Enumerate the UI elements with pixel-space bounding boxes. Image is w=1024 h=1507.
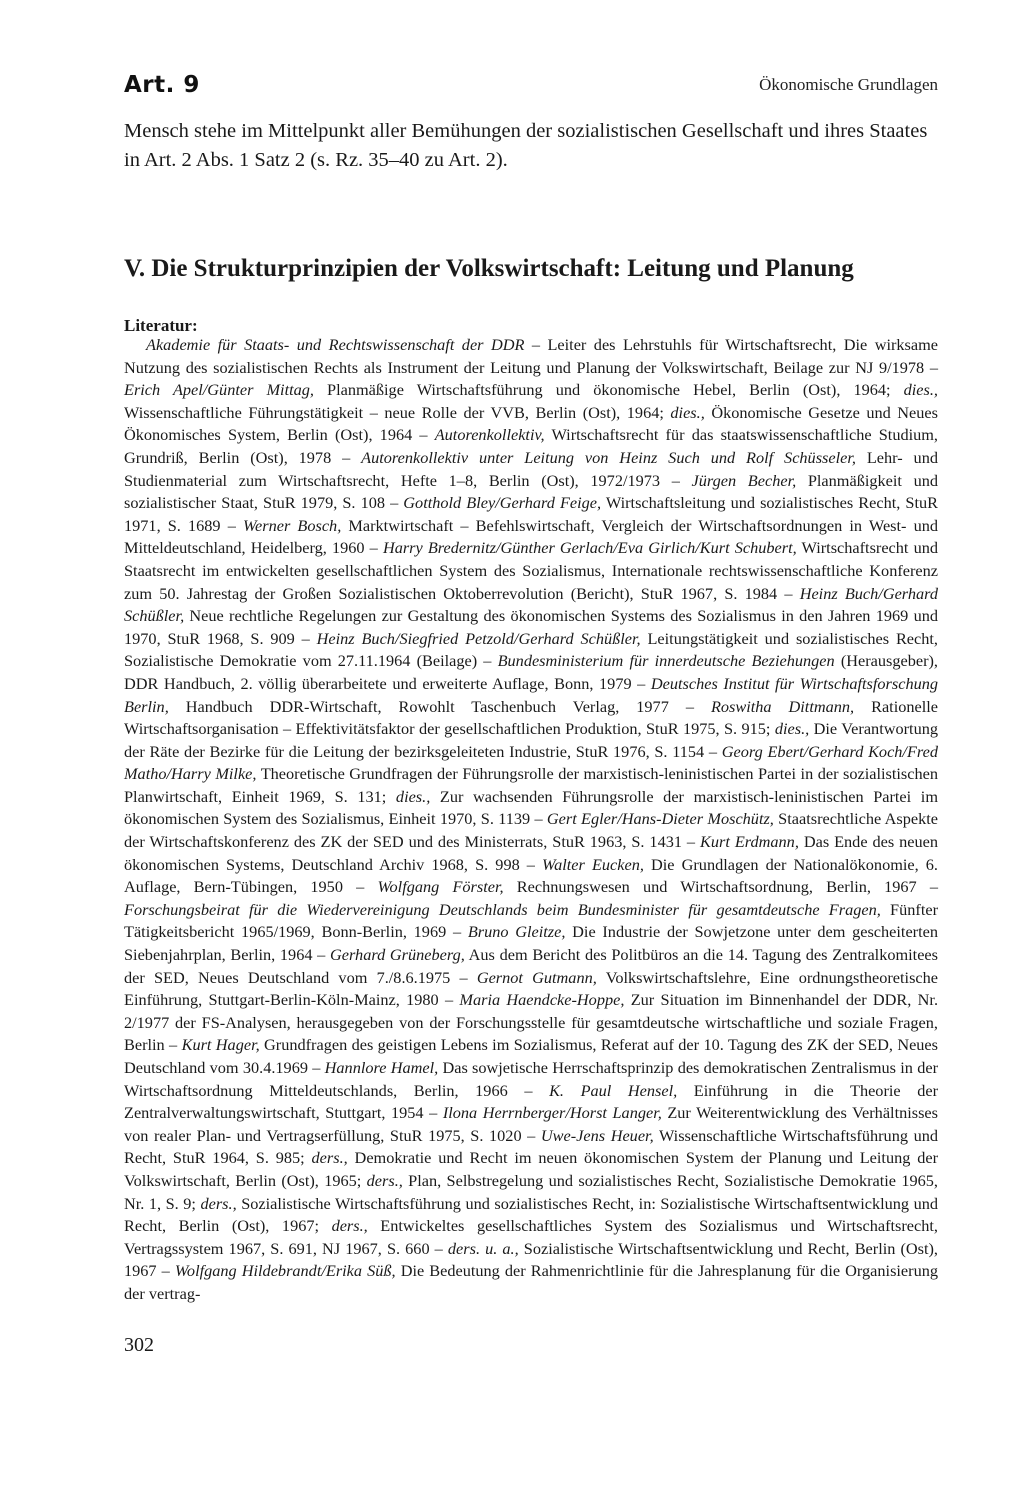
- literature-author: Deutsches Institut für Wirtschaftsforschung Berlin,: [124, 673, 939, 716]
- literature-entry-text: Plan, Selbstregelung und sozialistisches Recht, Sozialistische Demokratie 1965, Nr. 1, S. 9;: [124, 1170, 938, 1213]
- literature-entry-text: Das Ende des neuen ökonomischen Systems, Deutschland Archiv 1968, S. 998 –: [124, 832, 939, 874]
- literature-author: Forschungsbeirat für die Wiedervereinigung Deutschlands beim Bundesminister für gesamtdeutsche Fragen,: [124, 899, 881, 919]
- literature-author: ders. u. a.,: [447, 1238, 519, 1258]
- literature-entry-text: Die Bedeutung der Rahmenrichtlinie für die Jahresplanung für die Organisierung der vertrag-: [124, 1261, 938, 1303]
- literature-author: Gerhard Grüneberg,: [330, 945, 465, 965]
- literature-author: Georg Ebert/Gerhard Koch/Fred Matho/Harry Milke,: [124, 741, 939, 784]
- literature-author: Maria Haendcke-Hoppe,: [459, 990, 625, 1010]
- literature-author: Walter Eucken,: [542, 854, 644, 874]
- literature-author: Ilona Herrnberger/Horst Langer,: [442, 1103, 662, 1123]
- literature-entry-text: Neue rechtliche Regelungen zur Gestaltung des ökonomischen Systems des Sozialismus in den Jahren 1969 und 1970, StuR 1968, S. 909 –: [124, 606, 938, 648]
- literature-entry-text: Rechnungswesen und Wirtschaftsordnung, Berlin, 1967 –: [503, 877, 939, 897]
- literature-entry-text: Wissenschaftliche Wirtschaftsführung und Recht, StuR 1964, S. 985;: [124, 1125, 938, 1168]
- intro-paragraph: Mensch stehe im Mittelpunkt aller Bemühungen der sozialistischen Gesellschaft und ihres Staates in Art. 2 Abs. 1 Satz 2 (s. Rz. 35–40 zu Art. 2).: [124, 120, 928, 171]
- literature-entry-text: Einführung in die Theorie der Zentralverwaltungswirtschaft, Stuttgart, 1954 –: [124, 1080, 939, 1123]
- literature-entry-text: Sozialistische Wirtschaftsführung und sozialistisches Recht, in: Sozialistische Wirtschaftsentwicklung und Recht, Berlin (Ost), 1967;: [124, 1193, 938, 1236]
- literature-paragraph: [124, 334, 938, 1306]
- literature-entry-text: Entwickeltes gesellschaftliches System des Sozialismus und Wirtschaftsrecht, Vertragssystem 1967, S. 691, NJ 1967, S. 660 –: [124, 1216, 938, 1258]
- literature-entry-text: Volkswirtschaftslehre, Eine ordnungstheoretische Einführung, Stuttgart-Berlin-Köln-Mainz, 1980 –: [124, 967, 939, 1010]
- literature-entry-text: Zur Weiterentwicklung des Verhältnisses von realer Plan- und Vertragserfüllung, StuR 1975, S. 1020 –: [124, 1103, 938, 1145]
- literature-entry-text: Sozialistische Wirtschaftsentwicklung und Recht, Berlin (Ost), 1967 –: [124, 1238, 939, 1281]
- literature-entry-text: Wissenschaftliche Führungstätigkeit – neue Rolle der VVB, Berlin (Ost), 1964;: [124, 402, 671, 422]
- literature-author: dies.,: [395, 786, 431, 806]
- literature-author: Bundesministerium für innerdeutsche Beziehungen: [497, 651, 835, 671]
- literature-author: Kurt Hager,: [181, 1035, 260, 1055]
- literature-author: Gert Egler/Hans-Dieter Moschütz,: [546, 809, 774, 829]
- literature-list: [124, 334, 938, 1306]
- literature-entry-text: Planmäßigkeit und sozialistischer Staat, StuR 1979, S. 108 –: [124, 470, 939, 513]
- literature-author: Kurt Erdmann,: [700, 832, 799, 852]
- literature-entry-text: Leitungstätigkeit und sozialistisches Recht, Sozialistische Demokratie vom 27.11.1964 (Beilage) –: [124, 628, 938, 671]
- literature-entry-text: Zur Situation im Binnenhandel der DDR, Nr. 2/1977 der FS-Analysen, herausgegeben von der Forschungsstelle für gesamtdeutsche wirtschaftliche und soziale Fragen, Berlin –: [124, 990, 939, 1055]
- article-number: Art. 9: [124, 72, 200, 98]
- literature-entry-text: Das sowjetische Herrschaftsprinzip des demokratischen Zentralismus in der Wirtschaftsordnung Mitteldeutschlands, Berlin, 1966 –: [124, 1058, 938, 1100]
- literature-author: Autorenkollektiv unter Leitung von Heinz Such und Rolf Schüsseler,: [361, 447, 856, 467]
- literature-author: Autorenkollektiv,: [434, 425, 545, 445]
- section-title: V. Die Strukturprinzipien der Volkswirtschaft: Leitung und Planung: [124, 255, 854, 282]
- literature-author: Erich Apel/Günter Mittag,: [124, 380, 314, 400]
- page-number: 302: [124, 1334, 154, 1356]
- literature-label: Literatur:: [124, 316, 198, 335]
- literature-entry-text: Zur wachsenden Führungsrolle der marxistisch-leninistischen Partei im ökonomischen System des Sozialismus, Einheit 1970, S. 1139 –: [124, 786, 938, 829]
- literature-author: Gotthold Bley/Gerhard Feige,: [403, 493, 602, 513]
- literature-author: K. Paul Hensel,: [549, 1080, 678, 1100]
- literature-entry-text: Handbuch DDR-Wirtschaft, Rowohlt Taschenbuch Verlag, 1977 –: [168, 696, 711, 716]
- literature-author: Gernot Gutmann,: [476, 967, 597, 987]
- literature-author: Werner Bosch,: [242, 515, 342, 535]
- literature-author: Heinz Buch/Siegfried Petzold/Gerhard Schüßler,: [316, 628, 641, 648]
- literature-entry-text: Die Grundlagen der Nationalökonomie, 6. Auflage, Bern-Tübingen, 1950 –: [124, 854, 938, 897]
- literature-entry-text: Planmäßige Wirtschaftsführung und ökonomische Hebel, Berlin (Ost), 1964;: [313, 380, 904, 400]
- literature-entry-text: Wirtschaftsrecht für das staatswissenschaftliche Studium, Grundriß, Berlin (Ost), 1978 –: [124, 425, 938, 467]
- literature-author: Akademie für Staats- und Rechtswissenschaft der DDR: [146, 335, 525, 354]
- running-title: Ökonomische Grundlagen: [759, 75, 938, 94]
- literature-entry-text: Die Industrie der Sowjetzone unter dem gescheiterten Siebenjahrplan, Berlin, 1964 –: [124, 922, 938, 965]
- literature-author: Harry Bredernitz/Günther Gerlach/Eva Girlich/Kurt Schubert,: [382, 538, 797, 558]
- literature-entry-text: Wirtschaftsleitung und sozialistisches Recht, StuR 1971, S. 1689 –: [124, 493, 939, 535]
- literature-author: dies.,: [903, 380, 938, 400]
- literature-entry-text: Grundfragen des geistigen Lebens im Sozialismus, Referat auf der 10. Tagung des ZK der SED, Neues Deutschland vom 30.4.1969 –: [124, 1035, 938, 1077]
- literature-entry-text: Staatsrechtliche Aspekte der Wirtschaftskonferenz des ZK der SED und des Ministerrats, StuR 1963, S. 1431 –: [124, 809, 938, 852]
- literature-entry-text: Aus dem Bericht des Politbüros an die 14. Tagung des Zentralkomitees der SED, Neues Deutschland vom 7./8.6.1975 –: [124, 945, 938, 987]
- literature-author: ders.,: [366, 1170, 403, 1190]
- literature-entry-text: Die Verantwortung der Räte der Bezirke für die Leitung der bezirksgeleiteten Industrie, StuR 1976, S. 1154 –: [124, 719, 938, 761]
- literature-author: dies.,: [774, 719, 810, 739]
- literature-author: Wolfgang Förster,: [377, 877, 504, 897]
- literature-entry-text: Theoretische Grundfragen der Führungsrolle der marxistisch-leninistischen Partei in der sozialistischen Planwirtschaft, Einheit 1969, S. 131;: [124, 764, 938, 806]
- literature-author: ders.,: [331, 1216, 368, 1236]
- literature-entry-text: Marktwirtschaft – Befehlswirtschaft, Vergleich der Wirtschaftsordnungen in West- und Mitteldeutschland, Heidelberg, 1960 –: [124, 515, 938, 558]
- literature-author: Uwe-Jens Heuer,: [540, 1125, 654, 1145]
- literature-entry-text: Lehr- und Studienmaterial zum Wirtschaftsrecht, Hefte 1–8, Berlin (Ost), 1972/1973 –: [124, 447, 938, 490]
- literature-entry-text: (Herausgeber), DDR Handbuch, 2. völlig überarbeitete und erweiterte Auflage, Bonn, 1979 –: [124, 651, 938, 693]
- literature-author: Jürgen Becher,: [691, 470, 797, 490]
- literature-author: Bruno Gleitze,: [467, 922, 566, 942]
- literature-entry-text: Ökonomische Gesetze und Neues Ökonomisches System, Berlin (Ost), 1964 –: [124, 402, 938, 445]
- literature-author: Roswitha Dittmann,: [710, 696, 855, 716]
- literature-author: ders.,: [311, 1148, 348, 1168]
- literature-author: ders.,: [200, 1193, 237, 1213]
- literature-author: Wolfgang Hildebrandt/Erika Süß,: [174, 1261, 396, 1281]
- literature-entry-text: Rationelle Wirtschaftsorganisation – Effektivitätsfaktor der gesellschaftlichen Produktion, StuR 1975, S. 915;: [124, 696, 938, 739]
- literature-author: dies.,: [670, 402, 705, 422]
- literature-entry-text: Wirtschaftsrecht und Staatsrecht im entwickelten gesellschaftlichen System des Sozialismus, Internationale rechtswissenschaftliche Konferenz zum 50. Jahrestag der Großen Sozialistischen Oktoberrevolution (Bericht), StuR 1967, S. 1984 –: [124, 538, 938, 603]
- literature-author: Heinz Buch/Gerhard Schüßler,: [124, 583, 939, 626]
- literature-author: Hannlore Hamel,: [324, 1058, 439, 1077]
- literature-entry-text: – Leiter des Lehrstuhls für Wirtschaftsrecht, Die wirksame Nutzung des sozialistischen Rechts als Instrument der Leitung und Planung der Volkswirtschaft, Beilage zur NJ 9/1978 –: [124, 335, 938, 377]
- literature-entry-text: Demokratie und Recht im neuen ökonomischen System der Planung und Leitung der Volkswirtschaft, Berlin (Ost), 1965;: [124, 1148, 938, 1190]
- literature-entry-text: Fünfter Tätigkeitsbericht 1965/1969, Bonn-Berlin, 1969 –: [124, 899, 938, 942]
